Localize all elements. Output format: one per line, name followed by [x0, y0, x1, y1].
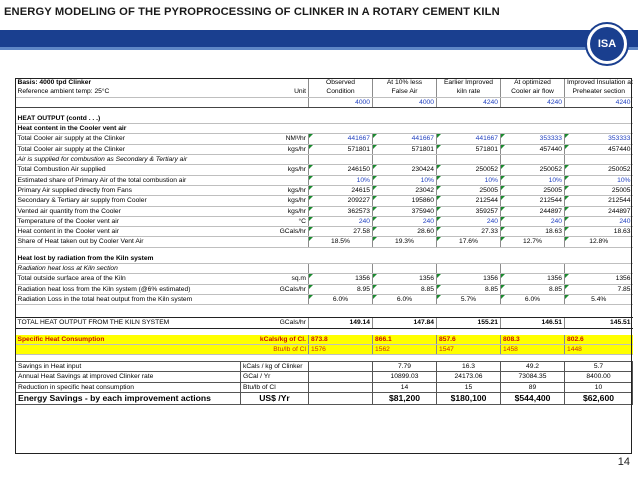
row-unit: sq.m — [241, 274, 309, 284]
section-title-row — [16, 114, 633, 124]
row-value — [437, 155, 501, 165]
savings-label: Reduction in specific heat consumption — [16, 382, 241, 392]
row-value: 25005 — [437, 185, 501, 195]
tpd-value: 4000 — [309, 97, 373, 107]
row-value: 28.60 — [373, 227, 437, 237]
header-row-2 — [16, 87, 633, 97]
row-value: 571801 — [373, 144, 437, 154]
row-value: 240 — [437, 216, 501, 226]
row-value: 441667 — [437, 134, 501, 144]
row-value: 571801 — [437, 144, 501, 154]
tpd-value: 4240 — [437, 97, 501, 107]
row-value: 8.85 — [501, 284, 565, 294]
data-row — [16, 294, 633, 304]
unit-heading: Unit — [241, 87, 309, 97]
row-value: 246150 — [309, 165, 373, 175]
specific-heat-value: 1547 — [437, 344, 501, 354]
row-label: Primary Air supplied directly from Fans — [16, 185, 241, 195]
row-label: Vented air quantity from the Cooler — [16, 206, 241, 216]
header-row-1 — [16, 78, 633, 87]
row-unit — [241, 237, 309, 247]
section-title: Heat lost by radiation from the Kiln system — [16, 254, 633, 264]
page-number: 14 — [617, 456, 630, 468]
row-label: Share of Heat taken out by Cooler Vent Air — [16, 237, 241, 247]
tpd-value: 4240 — [501, 97, 565, 107]
savings-value: $544,400 — [501, 393, 565, 405]
row-value: 12.7% — [501, 237, 565, 247]
row-value: 250052 — [437, 165, 501, 175]
row-value: 240 — [309, 216, 373, 226]
row-unit: kgs/hr — [241, 165, 309, 175]
row-value: 375940 — [373, 206, 437, 216]
tpd-value: 4000 — [373, 97, 437, 107]
row-unit: GCals/hr — [241, 227, 309, 237]
specific-heat-value: 873.8 — [309, 335, 373, 345]
row-value: 5.7% — [437, 294, 501, 304]
row-value: 212544 — [565, 196, 633, 206]
row-value: 8.95 — [309, 284, 373, 294]
row-unit: kgs/hr — [241, 196, 309, 206]
column-subheading: kiln rate — [437, 87, 501, 97]
total-value: 149.14 — [309, 318, 373, 328]
section-subtitle-row — [16, 124, 633, 134]
column-subheading: Preheater section — [565, 87, 633, 97]
blank-cell — [241, 97, 309, 107]
total-value: 147.84 — [373, 318, 437, 328]
specific-heat-btu-row — [16, 344, 633, 354]
total-unit: GCals/hr — [241, 318, 309, 328]
row-value — [437, 264, 501, 274]
spacer — [16, 355, 633, 362]
section-title: HEAT OUTPUT (contd . . .) — [16, 114, 633, 124]
row-value — [309, 264, 373, 274]
row-unit: °C — [241, 216, 309, 226]
savings-value — [309, 372, 373, 382]
row-value: 18.5% — [309, 237, 373, 247]
row-value: 362573 — [309, 206, 373, 216]
row-value — [565, 264, 633, 274]
savings-value: 7.79 — [373, 362, 437, 372]
row-label: Total Combustion Air supplied — [16, 165, 241, 175]
section-subtitle: Heat content in the Cooler vent air — [16, 124, 633, 134]
savings-unit: Btu/lb of Cl — [241, 382, 309, 392]
specific-heat-value: 1576 — [309, 344, 373, 354]
row-value: 7.85 — [565, 284, 633, 294]
row-value: 441667 — [309, 134, 373, 144]
data-row — [16, 284, 633, 294]
row-label: Estimated share of Primary Air of the total combustion air — [16, 175, 241, 185]
row-value: 24615 — [309, 185, 373, 195]
specific-heat-label: Specific Heat Consumption — [16, 335, 241, 345]
row-value: 8.85 — [437, 284, 501, 294]
row-label: Total outside surface area of the Kiln — [16, 274, 241, 284]
row-value: 244897 — [501, 206, 565, 216]
row-label: Radiation heat loss from the Kiln system (@6% estimated) — [16, 284, 241, 294]
row-value: 18.63 — [501, 227, 565, 237]
row-value: 250052 — [501, 165, 565, 175]
row-unit: NM³/hr — [241, 134, 309, 144]
row-value: 1356 — [437, 274, 501, 284]
specific-heat-value: 1562 — [373, 344, 437, 354]
section-title-row — [16, 254, 633, 264]
row-label: Heat content in the Cooler vent air — [16, 227, 241, 237]
specific-heat-unit: Btu/lb of Cl — [241, 344, 309, 354]
savings-row — [16, 382, 633, 392]
row-value: 1356 — [501, 274, 565, 284]
row-label: Total Cooler air supply at the Clinker — [16, 144, 241, 154]
row-value: 212544 — [501, 196, 565, 206]
savings-value: 73084.35 — [501, 372, 565, 382]
blank-cell — [16, 344, 241, 354]
data-row — [16, 196, 633, 206]
row-unit — [241, 264, 309, 274]
row-value — [309, 155, 373, 165]
row-value: 18.63 — [565, 227, 633, 237]
savings-label: Savings in Heat input — [16, 362, 241, 372]
row-unit — [241, 294, 309, 304]
row-unit: kgs/hr — [241, 206, 309, 216]
savings-value: 16.3 — [437, 362, 501, 372]
savings-value: 49.2 — [501, 362, 565, 372]
title-rule-accent — [0, 47, 638, 50]
column-heading: At optimized — [501, 78, 565, 87]
row-value: 212544 — [437, 196, 501, 206]
savings-row — [16, 393, 633, 405]
savings-value — [309, 393, 373, 405]
savings-value — [309, 362, 373, 372]
isa-logo-text: ISA — [590, 27, 624, 61]
blank-cell — [16, 97, 241, 107]
data-row — [16, 144, 633, 154]
row-value: 5.4% — [565, 294, 633, 304]
row-value: 240 — [565, 216, 633, 226]
row-value: 10% — [565, 175, 633, 185]
row-label: Secondary & Tertiary air supply from Cooler — [16, 196, 241, 206]
row-value: 1356 — [373, 274, 437, 284]
total-value: 145.51 — [565, 318, 633, 328]
data-row — [16, 264, 633, 274]
blank-cell — [241, 78, 309, 87]
isa-logo — [585, 22, 629, 66]
row-value: 10% — [373, 175, 437, 185]
row-label: Air is supplied for combustion as Secondary & Tertiary air — [16, 155, 241, 165]
basis-label: Basis: 4000 tpd Clinker — [17, 79, 92, 86]
row-label: Temperature of the Cooler vent air — [16, 216, 241, 226]
row-value: 250052 — [565, 165, 633, 175]
specific-heat-value: 857.6 — [437, 335, 501, 345]
savings-value: $62,600 — [565, 393, 633, 405]
row-unit — [241, 175, 309, 185]
savings-unit: US$ /Yr — [241, 393, 309, 405]
row-value: 240 — [501, 216, 565, 226]
slide-title: ENERGY MODELING OF THE PYROPROCESSING OF CLINKER IN A ROTARY CEMENT KILN — [4, 6, 500, 18]
data-row — [16, 206, 633, 216]
row-value: 27.58 — [309, 227, 373, 237]
row-value: 353333 — [565, 134, 633, 144]
data-row — [16, 175, 633, 185]
total-value: 146.51 — [501, 318, 565, 328]
specific-heat-value: 802.6 — [565, 335, 633, 345]
row-label: Radiation heat loss at Kiln section — [16, 264, 241, 274]
column-heading: Earlier Improved — [437, 78, 501, 87]
row-value: 27.33 — [437, 227, 501, 237]
row-value: 353333 — [501, 134, 565, 144]
data-row — [16, 216, 633, 226]
row-value — [565, 155, 633, 165]
row-value: 6.0% — [373, 294, 437, 304]
savings-value: 89 — [501, 382, 565, 392]
savings-value: 24173.06 — [437, 372, 501, 382]
data-row — [16, 185, 633, 195]
row-value: 571801 — [309, 144, 373, 154]
column-subheading: Condition — [309, 87, 373, 97]
savings-value: $180,100 — [437, 393, 501, 405]
data-row — [16, 237, 633, 247]
specific-heat-value: 1458 — [501, 344, 565, 354]
specific-heat-row — [16, 335, 633, 345]
data-row — [16, 274, 633, 284]
row-value: 10% — [437, 175, 501, 185]
total-value: 155.21 — [437, 318, 501, 328]
specific-heat-unit: kCals/kg of Cl. — [241, 335, 309, 345]
savings-value: 8400.00 — [565, 372, 633, 382]
ambient-label: Reference ambient temp: 25°C — [16, 87, 241, 97]
column-heading: At 10% less — [373, 78, 437, 87]
row-value: 457440 — [501, 144, 565, 154]
column-subheading: False Air — [373, 87, 437, 97]
savings-value: 15 — [437, 382, 501, 392]
tpd-value: 4240 — [565, 97, 633, 107]
row-value: 19.3% — [373, 237, 437, 247]
row-value — [373, 155, 437, 165]
data-row — [16, 227, 633, 237]
savings-value: 5.7 — [565, 362, 633, 372]
row-value — [501, 264, 565, 274]
column-heading: Observed — [309, 78, 373, 87]
row-value: 1356 — [309, 274, 373, 284]
specific-heat-value: 1448 — [565, 344, 633, 354]
spacer-row — [16, 355, 633, 362]
row-value: 10% — [501, 175, 565, 185]
row-value: 209227 — [309, 196, 373, 206]
row-unit: kgs/hr — [241, 144, 309, 154]
savings-row — [16, 362, 633, 372]
row-unit — [241, 155, 309, 165]
header-row-tpd — [16, 97, 633, 107]
row-value: 6.0% — [309, 294, 373, 304]
row-value: 359257 — [437, 206, 501, 216]
row-value: 25005 — [501, 185, 565, 195]
row-value: 441667 — [373, 134, 437, 144]
row-unit: GCals/hr — [241, 284, 309, 294]
data-row — [16, 165, 633, 175]
row-value — [373, 264, 437, 274]
savings-value: 10 — [565, 382, 633, 392]
total-row — [16, 318, 633, 328]
savings-value: $81,200 — [373, 393, 437, 405]
data-row — [16, 134, 633, 144]
savings-value: 14 — [373, 382, 437, 392]
savings-unit: kCals / kg of Clinker — [241, 362, 309, 372]
row-value: 240 — [373, 216, 437, 226]
savings-label: Energy Savings - by each improvement actions — [16, 393, 241, 405]
row-value: 230424 — [373, 165, 437, 175]
column-subheading: Cooler air flow — [501, 87, 565, 97]
row-value — [501, 155, 565, 165]
savings-unit: GCal / Yr — [241, 372, 309, 382]
column-heading: Improved Insulation at — [565, 78, 633, 87]
total-label: TOTAL HEAT OUTPUT FROM THE KILN SYSTEM — [16, 318, 241, 328]
row-value: 25005 — [565, 185, 633, 195]
row-value: 17.6% — [437, 237, 501, 247]
savings-label: Annual Heat Savings at improved Clinker rate — [16, 372, 241, 382]
row-value: 1356 — [565, 274, 633, 284]
row-value: 244897 — [565, 206, 633, 216]
row-value: 23042 — [373, 185, 437, 195]
row-unit: kgs/hr — [241, 185, 309, 195]
title-rule — [0, 30, 638, 47]
row-value: 10% — [309, 175, 373, 185]
row-value: 195860 — [373, 196, 437, 206]
row-value: 8.85 — [373, 284, 437, 294]
savings-row — [16, 372, 633, 382]
row-label: Total Cooler air supply at the Clinker — [16, 134, 241, 144]
energy-table — [15, 78, 633, 405]
specific-heat-value: 866.1 — [373, 335, 437, 345]
savings-value: 10899.03 — [373, 372, 437, 382]
row-label: Radiation Loss in the total heat output from the Kiln system — [16, 294, 241, 304]
specific-heat-value: 808.3 — [501, 335, 565, 345]
row-value: 12.8% — [565, 237, 633, 247]
row-value: 6.0% — [501, 294, 565, 304]
savings-value — [309, 382, 373, 392]
data-row — [16, 155, 633, 165]
row-value: 457440 — [565, 144, 633, 154]
